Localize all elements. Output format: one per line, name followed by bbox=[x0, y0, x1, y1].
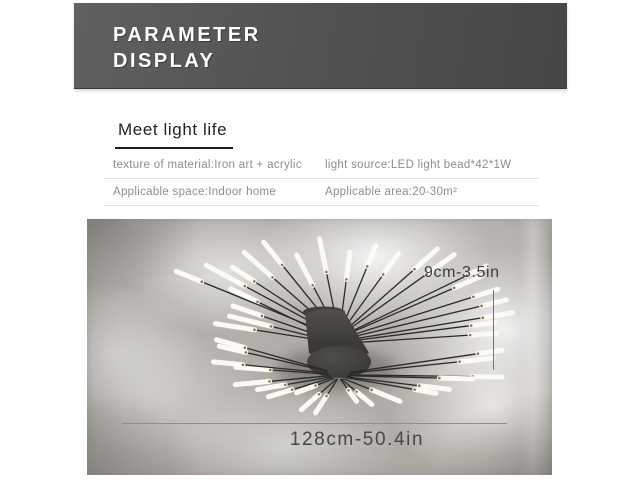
product-photo bbox=[87, 219, 552, 475]
spec-light-source: light source:LED light bead*42*1W bbox=[325, 159, 512, 171]
banner-title-line1: PARAMETER bbox=[113, 24, 261, 46]
dimension-width-line bbox=[122, 423, 507, 424]
spec-row-applicable bbox=[103, 179, 539, 206]
spec-material: texture of material:Iron art + acrylic bbox=[113, 159, 302, 171]
spec-table bbox=[103, 152, 539, 206]
banner-title-line2: DISPLAY bbox=[113, 50, 216, 72]
spec-applicable-area: Applicable area:20-30m² bbox=[325, 186, 458, 198]
dimension-width-label: 128cm-50.4in bbox=[289, 429, 425, 450]
dimension-height-line bbox=[493, 290, 494, 370]
section-heading: Meet light life bbox=[115, 120, 233, 149]
spec-row-material bbox=[103, 152, 539, 179]
spec-applicable-space: Applicable space:Indoor home bbox=[113, 186, 277, 198]
parameter-display-banner bbox=[74, 3, 567, 89]
dimension-height-label: 9cm-3.5in bbox=[424, 264, 500, 281]
